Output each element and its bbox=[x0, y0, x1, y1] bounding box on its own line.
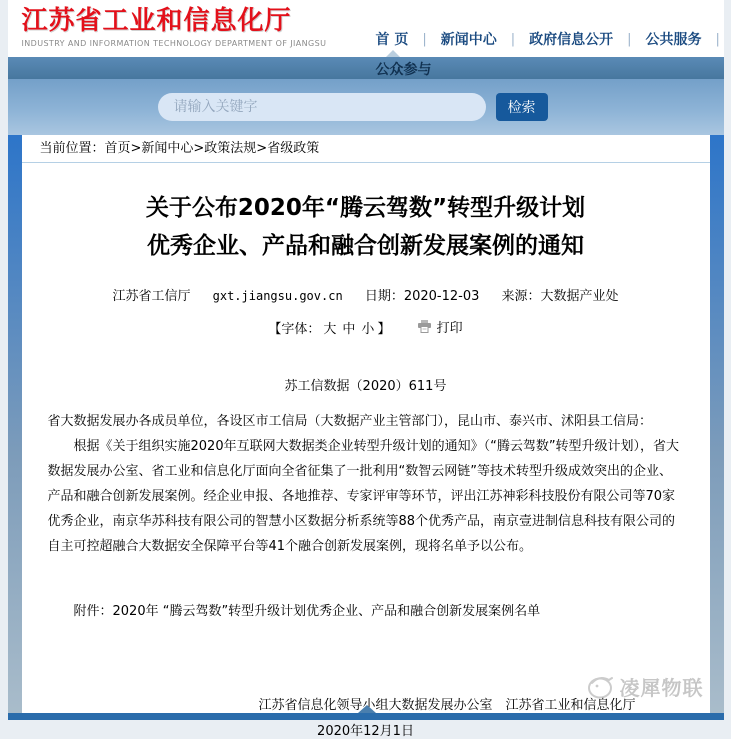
font-size-medium-button[interactable]: 中 bbox=[342, 322, 355, 337]
breadcrumb-path[interactable]: 首页>新闻中心>政策法规>省级政策 bbox=[105, 141, 320, 156]
watermark-label: 凌犀物联 bbox=[620, 672, 704, 701]
search-button[interactable]: 检索 bbox=[496, 93, 548, 121]
attachment-link[interactable]: 附件：2020年 “腾云驾数”转型升级计划优秀企业、产品和融合创新发展案例名单 bbox=[48, 599, 684, 624]
nav-item-gov-info[interactable]: 政府信息公开 bbox=[529, 29, 613, 49]
font-size-label-suffix: 】 bbox=[377, 322, 390, 337]
site-header bbox=[8, 0, 724, 57]
font-size-small-button[interactable]: 小 bbox=[361, 322, 374, 337]
body-paragraph: 根据《关于组织实施2020年互联网大数据类企业转型升级计划的通知》（“腾云驾数”转型升级计划），省大数据发展办公室、省工业和信息化厅面向全省征集了一批利用“数智云网链”等技术转型升级成效突出的企业、产品和融合创新发展案例。经企业申报、各地推荐、专家评审等环节，评出江苏神彩科技股份有限公司等70家优秀企业，南京华苏科技有限公司的智慧小区数据分析系统等88个优秀产品，南京壹进制信息科技有限公司的自主可控超融合大数据安全保障平台等41个融合创新发展案例，现将名单予以公布。 bbox=[48, 434, 684, 559]
search-input[interactable] bbox=[158, 93, 486, 121]
nav-separator: | bbox=[422, 32, 426, 47]
document-number: 苏工信数据（2020）611号 bbox=[48, 375, 684, 394]
signature-orgs: 江苏省信息化领导小组大数据发展办公室 江苏省工业和信息化厅 bbox=[48, 694, 684, 713]
site-logo-subtitle: INDUSTRY AND INFORMATION TECHNOLOGY DEPARTMENT OF JIANGSU bbox=[22, 39, 327, 48]
printer-icon bbox=[417, 320, 432, 333]
body-paragraph: 省大数据发展办各成员单位，各设区市工信局（大数据产业主管部门），昆山市、泰兴市、沭阳县工信局： bbox=[48, 409, 684, 434]
search-banner bbox=[8, 79, 724, 135]
article-tools bbox=[48, 317, 684, 337]
site-logo[interactable] bbox=[22, 6, 327, 48]
font-size-large-button[interactable]: 大 bbox=[323, 322, 336, 337]
nav-separator: | bbox=[627, 32, 631, 47]
article-body bbox=[48, 409, 684, 559]
nav-item-news[interactable]: 新闻中心 bbox=[441, 29, 497, 49]
font-size-label: 【字体： bbox=[268, 322, 320, 337]
bottom-caret-icon bbox=[358, 705, 376, 713]
signature-date: 2020年12月1日 bbox=[48, 720, 684, 739]
footer-bar bbox=[8, 713, 724, 720]
meta-source-site: gxt.jiangsu.gov.cn bbox=[213, 289, 343, 303]
breadcrumb-label: 当前位置： bbox=[40, 141, 105, 156]
meta-source-dept: 来源：大数据产业处 bbox=[502, 289, 619, 304]
article-meta bbox=[48, 285, 684, 304]
subnav-band bbox=[8, 57, 724, 79]
article-title-line2: 优秀企业、产品和融合创新发展案例的通知 bbox=[147, 233, 584, 259]
nav-separator: | bbox=[716, 32, 720, 47]
meta-source-org: 江苏省工信厅 bbox=[112, 289, 190, 304]
active-nav-caret-icon bbox=[386, 50, 400, 57]
print-label: 打印 bbox=[437, 317, 463, 336]
nav-item-home[interactable]: 首 页 bbox=[376, 29, 409, 49]
meta-date: 日期：2020-12-03 bbox=[365, 289, 480, 304]
gov-website-page bbox=[8, 0, 724, 720]
nav-item-public-participation[interactable]: 公众参与 bbox=[376, 59, 432, 79]
article-title-line1: 关于公布2020年“腾云驾数”转型升级计划 bbox=[146, 195, 585, 221]
article bbox=[22, 189, 710, 739]
article-title bbox=[48, 189, 684, 265]
main-nav bbox=[376, 29, 731, 49]
print-button[interactable] bbox=[417, 317, 463, 336]
site-logo-title: 江苏省工业和信息化厅 bbox=[22, 6, 327, 36]
content-panel bbox=[22, 135, 710, 713]
nav-separator: | bbox=[511, 32, 515, 47]
breadcrumb bbox=[22, 135, 710, 163]
nav-item-public-service[interactable]: 公共服务 bbox=[646, 29, 702, 49]
content-frame bbox=[8, 135, 724, 720]
